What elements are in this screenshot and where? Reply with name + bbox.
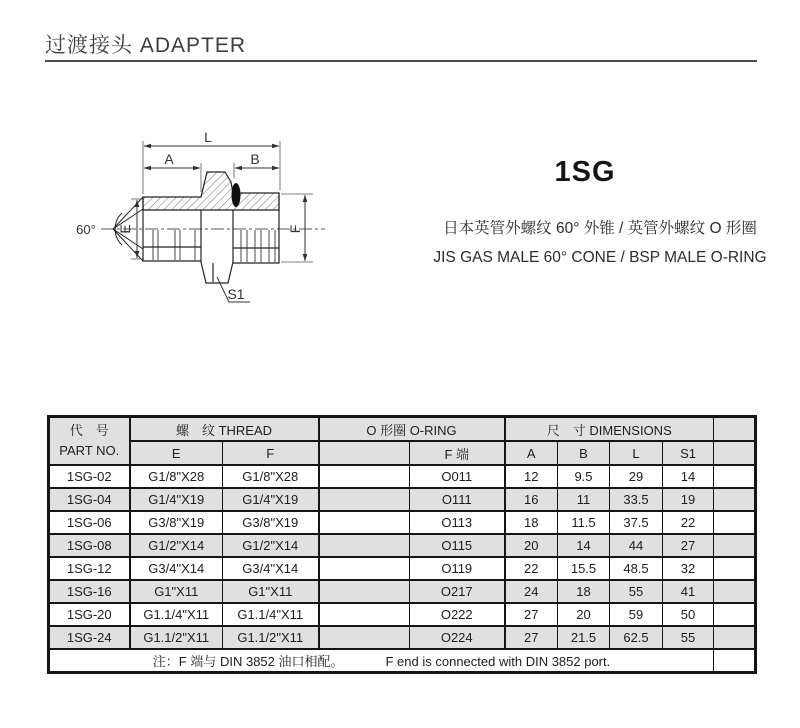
dim-label-F: F	[287, 224, 303, 234]
oring-f-end-cell: O113	[410, 511, 505, 534]
parts-table	[47, 415, 757, 674]
header-spare-sub-col	[714, 441, 756, 465]
dim-s1-cell: 19	[663, 488, 714, 511]
table-row	[49, 465, 756, 488]
spare-cell	[714, 557, 756, 580]
spare-cell	[714, 534, 756, 557]
table-row	[49, 580, 756, 603]
dim-a-cell: 12	[505, 465, 558, 488]
dim-a-cell: 18	[505, 511, 558, 534]
header-dim-l: L	[610, 441, 663, 465]
header-thread-e: E	[130, 441, 223, 465]
dim-s1-cell: 50	[663, 603, 714, 626]
dim-a-cell: 24	[505, 580, 558, 603]
header-dimensions-group: 尺 寸 DIMENSIONS	[505, 417, 714, 442]
thread-e-cell: G1.1/2"X11	[130, 626, 223, 649]
oring-f-end-cell: O115	[410, 534, 505, 557]
page-title: 过渡接头 ADAPTER	[45, 34, 247, 57]
dim-l-cell: 29	[610, 465, 663, 488]
dim-s1-cell: 32	[663, 557, 714, 580]
footnote-zh: 注：F 端与 DIN 3852 油口相配。	[152, 654, 344, 669]
dim-label-B: B	[250, 151, 260, 167]
product-description	[413, 214, 787, 272]
dim-b-cell: 18	[558, 580, 610, 603]
thread-f-cell: G3/8"X19	[223, 511, 319, 534]
thread-f-cell: G1.1/2"X11	[223, 626, 319, 649]
dim-label-A: A	[164, 151, 174, 167]
dim-l-cell: 62.5	[610, 626, 663, 649]
adapter-technical-drawing	[55, 116, 393, 328]
oring-f-end-cell: O119	[410, 557, 505, 580]
dim-a-cell: 20	[505, 534, 558, 557]
dim-a-cell: 27	[505, 626, 558, 649]
dim-b-cell: 11.5	[558, 511, 610, 534]
table-body	[49, 465, 756, 673]
thread-e-cell: G1/8"X28	[130, 465, 223, 488]
thread-f-cell: G1.1/4"X11	[223, 603, 319, 626]
footnote-spare-cell	[714, 649, 756, 673]
oring-blank-cell	[319, 488, 410, 511]
part-no-cell: 1SG-20	[49, 603, 130, 626]
oring-blank-cell	[319, 580, 410, 603]
thread-e-cell: G3/8"X19	[130, 511, 223, 534]
spare-cell	[714, 626, 756, 649]
part-no-cell: 1SG-12	[49, 557, 130, 580]
adapter-drawing-svg	[55, 116, 393, 328]
dim-b-cell: 15.5	[558, 557, 610, 580]
oring-blank-cell	[319, 465, 410, 488]
dim-l-cell: 37.5	[610, 511, 663, 534]
dim-b-cell: 20	[558, 603, 610, 626]
spare-cell	[714, 488, 756, 511]
table-row	[49, 511, 756, 534]
header-spare-col	[714, 417, 756, 442]
dim-s1-cell: 22	[663, 511, 714, 534]
header-part-no: 代 号 PART NO.	[49, 417, 130, 466]
dim-a-cell: 16	[505, 488, 558, 511]
oring-f-end-cell: O011	[410, 465, 505, 488]
part-no-cell: 1SG-06	[49, 511, 130, 534]
part-no-cell: 1SG-16	[49, 580, 130, 603]
dim-l-cell: 44	[610, 534, 663, 557]
oring-f-end-cell: O217	[410, 580, 505, 603]
table-row	[49, 603, 756, 626]
dim-b-cell: 9.5	[558, 465, 610, 488]
thread-e-cell: G3/4"X14	[130, 557, 223, 580]
dim-l-cell: 59	[610, 603, 663, 626]
header-dim-a: A	[505, 441, 558, 465]
table-note-row	[49, 649, 756, 673]
oring-f-end-cell: O111	[410, 488, 505, 511]
spare-cell	[714, 511, 756, 534]
product-model: 1SG	[554, 156, 616, 188]
oring-f-end-cell: O224	[410, 626, 505, 649]
dim-label-L: L	[204, 129, 212, 145]
body-section-hatch	[143, 172, 279, 210]
oring-blank-cell	[319, 626, 410, 649]
table-row	[49, 534, 756, 557]
part-no-cell: 1SG-04	[49, 488, 130, 511]
title-divider	[45, 60, 757, 62]
spare-cell	[714, 603, 756, 626]
dim-label-E: E	[117, 224, 133, 234]
table-header-sub-row	[49, 441, 756, 465]
dim-s1-cell: 41	[663, 580, 714, 603]
thread-f-cell: G1/2"X14	[223, 534, 319, 557]
dim-l-cell: 55	[610, 580, 663, 603]
dim-b-cell: 21.5	[558, 626, 610, 649]
part-no-cell: 1SG-08	[49, 534, 130, 557]
thread-f-cell: G1"X11	[223, 580, 319, 603]
oring-blank-cell	[319, 511, 410, 534]
dim-s1-cell: 55	[663, 626, 714, 649]
footnote	[49, 649, 714, 673]
part-no-cell: 1SG-02	[49, 465, 130, 488]
header-thread-f: F	[223, 441, 319, 465]
oring-blank-cell	[319, 603, 410, 626]
thread-e-cell: G1/2"X14	[130, 534, 223, 557]
footnote-en: F end is connected with DIN 3852 port.	[385, 654, 611, 669]
spare-cell	[714, 580, 756, 603]
dim-l-cell: 48.5	[610, 557, 663, 580]
product-description-en: JIS GAS MALE 60° CONE / BSP MALE O-RING	[433, 249, 767, 266]
dim-a-cell: 27	[505, 603, 558, 626]
table-header-group-row	[49, 417, 756, 442]
oring-f-end-cell: O222	[410, 603, 505, 626]
dim-a-cell: 22	[505, 557, 558, 580]
thread-f-cell: G1/8"X28	[223, 465, 319, 488]
spare-cell	[714, 465, 756, 488]
thread-e-cell: G1.1/4"X11	[130, 603, 223, 626]
header-oring-f-end: F 端	[410, 441, 505, 465]
header-oring-blank	[319, 441, 410, 465]
header-oring-group: O 形圈 O-RING	[319, 417, 505, 442]
table-row	[49, 626, 756, 649]
oring-blank-cell	[319, 557, 410, 580]
dim-l-cell: 33.5	[610, 488, 663, 511]
thread-f-cell: G3/4"X14	[223, 557, 319, 580]
part-no-cell: 1SG-24	[49, 626, 130, 649]
table-row	[49, 557, 756, 580]
header-dim-s1: S1	[663, 441, 714, 465]
product-description-zh: 日本英管外螺纹 60° 外锥 / 英管外螺纹 O 形圈	[443, 220, 757, 237]
dim-label-S1: S1	[227, 286, 245, 302]
thread-lines	[153, 230, 275, 262]
angle-label: 60°	[76, 222, 96, 237]
o-ring	[232, 183, 241, 207]
header-thread-group: 螺 纹 THREAD	[130, 417, 319, 442]
oring-blank-cell	[319, 534, 410, 557]
dim-b-cell: 11	[558, 488, 610, 511]
dim-s1-cell: 14	[663, 465, 714, 488]
thread-f-cell: G1/4"X19	[223, 488, 319, 511]
header-dim-b: B	[558, 441, 610, 465]
thread-e-cell: G1"X11	[130, 580, 223, 603]
table-row	[49, 488, 756, 511]
dim-s1-cell: 27	[663, 534, 714, 557]
thread-e-cell: G1/4"X19	[130, 488, 223, 511]
dim-b-cell: 14	[558, 534, 610, 557]
